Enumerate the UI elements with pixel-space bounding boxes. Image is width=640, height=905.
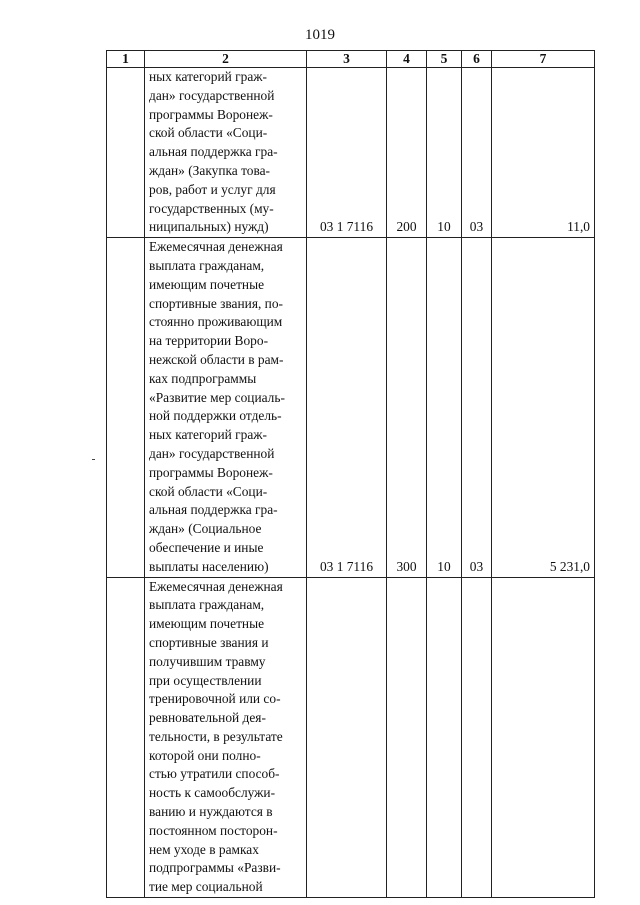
- description-line: выплата гражданам,: [149, 257, 265, 273]
- description-line: альная поддержка гра-: [149, 144, 278, 160]
- subsection-cell: 03: [462, 238, 492, 577]
- table-row: [107, 238, 595, 577]
- description-line: Ежемесячная денежная: [149, 239, 283, 255]
- description-line: при осуществлении: [149, 672, 262, 688]
- description-line: дан» государственной: [149, 87, 275, 103]
- description-line: «Развитие мер социаль-: [149, 389, 285, 405]
- description-line: спортивные звания и: [149, 634, 269, 650]
- code-cell: 03 1 7116: [307, 238, 387, 577]
- description-line: на территории Воро-: [149, 333, 269, 349]
- description-line: ной поддержки отдель-: [149, 408, 282, 424]
- description-line: ждан» (Закупка това-: [149, 162, 271, 178]
- page-number: 1019: [305, 27, 335, 43]
- amount-cell: 5 231,0: [492, 238, 595, 577]
- description-line: постоянном посторон-: [149, 822, 278, 838]
- description-line: ниципальных) нужд): [149, 219, 269, 235]
- description-line: ской области «Соци-: [149, 125, 268, 141]
- subsection-cell: [462, 577, 492, 898]
- description-line: тие мер социальной: [149, 879, 263, 895]
- description-line: Ежемесячная денежная: [149, 578, 283, 594]
- section-cell: [427, 577, 462, 898]
- description-line: тренировочной или со-: [149, 691, 281, 707]
- description-line: ность к самообслужи-: [149, 785, 276, 801]
- budget-table: [106, 50, 595, 898]
- margin-mark: [92, 459, 95, 460]
- description-line: получившим травму: [149, 653, 266, 669]
- description-line: ждан» (Социальное: [149, 521, 262, 537]
- column-header: 6: [462, 51, 492, 68]
- description-line: ных категорий граж-: [149, 69, 267, 84]
- description-cell: [145, 68, 307, 238]
- column-header: 2: [145, 51, 307, 68]
- description-line: дан» государственной: [149, 445, 275, 461]
- column-header: 3: [307, 51, 387, 68]
- description-line: тельности, в результате: [149, 728, 283, 744]
- subsection-cell: 03: [462, 68, 492, 238]
- description-line: спортивные звания, по-: [149, 295, 284, 311]
- section-cell: 10: [427, 238, 462, 577]
- description-line: альная поддержка гра-: [149, 502, 278, 518]
- column-header: 5: [427, 51, 462, 68]
- expense-type-cell: [387, 577, 427, 898]
- description-cell: [145, 238, 307, 577]
- table-row: [107, 68, 595, 238]
- row-number-cell: [107, 238, 145, 577]
- column-header: 1: [107, 51, 145, 68]
- description-line: имеющим почетные: [149, 276, 265, 292]
- description-line: ванию и нуждаются в: [149, 804, 273, 820]
- column-header: 7: [492, 51, 595, 68]
- description-line: выплата гражданам,: [149, 597, 265, 613]
- description-cell: [145, 577, 307, 898]
- table-row: [107, 577, 595, 898]
- description-line: ках подпрограммы: [149, 370, 257, 386]
- description-line: стью утратили способ-: [149, 766, 280, 782]
- header-row: [107, 51, 595, 68]
- amount-cell: [492, 577, 595, 898]
- description-line: ской области «Соци-: [149, 483, 268, 499]
- expense-type-cell: 200: [387, 68, 427, 238]
- section-cell: 10: [427, 68, 462, 238]
- description-line: которой они полно-: [149, 747, 261, 763]
- description-line: нем уходе в рамках: [149, 841, 259, 857]
- description-line: нежской области в рам-: [149, 351, 284, 367]
- description-line: имеющим почетные: [149, 616, 265, 632]
- description-line: выплаты населению): [149, 558, 269, 574]
- description-line: стоянно проживающим: [149, 314, 283, 330]
- description-line: обеспечение и иные: [149, 539, 264, 555]
- description-line: государственных (му-: [149, 200, 274, 216]
- description-line: ных категорий граж-: [149, 427, 267, 443]
- description-line: ревновательной дея-: [149, 710, 266, 726]
- row-number-cell: [107, 577, 145, 898]
- amount-cell: 11,0: [492, 68, 595, 238]
- description-line: программы Воронеж-: [149, 464, 273, 480]
- row-number-cell: [107, 68, 145, 238]
- description-line: ров, работ и услуг для: [149, 181, 276, 197]
- code-cell: 03 1 7116: [307, 68, 387, 238]
- expense-type-cell: 300: [387, 238, 427, 577]
- description-line: подпрограммы «Разви-: [149, 860, 281, 876]
- column-header: 4: [387, 51, 427, 68]
- code-cell: [307, 577, 387, 898]
- description-line: программы Воронеж-: [149, 106, 273, 122]
